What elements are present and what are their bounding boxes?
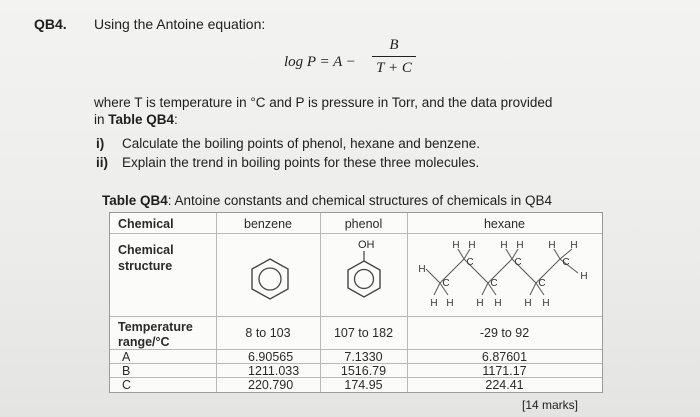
question-intro: Using the Antoine equation:: [94, 16, 266, 32]
hexane-atom-h: H: [570, 240, 578, 251]
equation-fraction: [372, 36, 416, 77]
hexane-atom-c: C: [490, 278, 498, 289]
hexane-atom-h: H: [494, 298, 502, 309]
hexane-atom-h: H: [476, 298, 484, 309]
hexane-atom-c: C: [538, 278, 546, 289]
temperature-label: [118, 320, 193, 350]
header-chemical: Chemical: [118, 217, 174, 231]
table-caption: [102, 193, 552, 208]
list-item: [96, 134, 480, 153]
hexane-structure: [412, 237, 597, 313]
phenol-a: 7.1330: [344, 350, 383, 364]
equation-numerator: B: [389, 37, 399, 53]
structure-label: [118, 242, 174, 274]
phenol-b: 1516.79: [340, 364, 387, 378]
hexane-a: 6.87601: [481, 350, 528, 364]
hexane-atom-h: H: [418, 264, 426, 275]
equation-lhs: log P = A −: [284, 54, 356, 70]
caption-label: Table QB4: [102, 193, 168, 208]
structure-label-line2: structure: [118, 259, 173, 273]
paragraph-end: :: [174, 112, 178, 127]
list-item: [96, 153, 480, 172]
hexane-atom-h: H: [580, 271, 588, 282]
equation-denominator: T + C: [376, 60, 412, 76]
hexane-atom-c: C: [442, 278, 450, 289]
hexane-atom-h: H: [548, 240, 556, 251]
row-divider: [110, 316, 602, 317]
hexane-atom-c: C: [514, 257, 522, 268]
marks-label: [14 marks]: [521, 398, 578, 412]
benzene-structure: [250, 257, 290, 301]
structure-label-line1: Chemical: [118, 243, 174, 257]
caption-text: : Antoine constants and chemical structures of chemicals in QB4: [167, 193, 552, 208]
item-text: Calculate the boiling points of phenol, hexane and benzene.: [122, 136, 481, 151]
header-hexane: hexane: [483, 217, 525, 231]
antoine-table: [109, 212, 603, 393]
hexane-atom-h: H: [446, 298, 454, 309]
hexane-atom-c: C: [562, 257, 570, 268]
column-divider: [216, 213, 217, 392]
hexane-atom-h: H: [516, 240, 524, 251]
hexane-temp-range: -29 to 92: [479, 326, 530, 340]
header-phenol: phenol: [344, 217, 383, 231]
item-numeral: i): [96, 136, 105, 151]
hexane-b: 1171.17: [482, 364, 527, 378]
temperature-label-line1: Temperature: [118, 320, 193, 334]
table-reference: Table QB4: [108, 112, 175, 127]
hexane-atom-h: H: [468, 240, 476, 251]
item-numeral: ii): [96, 155, 108, 170]
hexane-c: 224.41: [485, 378, 524, 392]
benzene-c: 220.790: [248, 378, 294, 392]
hexane-atom-h: H: [452, 240, 460, 251]
hexane-atom-c: C: [466, 257, 474, 268]
item-text: Explain the trend in boiling points for these three molecules.: [122, 155, 480, 170]
hexane-atom-h: H: [430, 298, 438, 309]
phenol-oh-label: OH: [358, 239, 375, 251]
phenol-structure: [346, 251, 382, 303]
row-divider: [110, 233, 602, 234]
instructions-paragraph: [94, 94, 564, 128]
question-number: QB4.: [34, 16, 67, 32]
temperature-label-line2: range/°C: [118, 335, 170, 349]
fraction-bar: [372, 56, 416, 57]
question-items: [96, 134, 480, 172]
hexane-atom-h: H: [542, 298, 550, 309]
hexane-atom-h: H: [524, 298, 532, 309]
constant-label-c: C: [122, 378, 132, 392]
benzene-temp-range: 8 to 103: [245, 326, 291, 340]
benzene-a: 6.90565: [248, 350, 294, 364]
phenol-c: 174.95: [344, 378, 383, 392]
phenol-temp-range: 107 to 182: [333, 326, 394, 340]
benzene-b: 1211.033: [248, 364, 300, 378]
constant-label-a: A: [122, 350, 131, 364]
hexane-atom-h: H: [500, 240, 508, 251]
paragraph-text: where T is temperature in °C and P is pressure in Torr, and the data provided in: [94, 95, 553, 127]
constant-label-b: B: [122, 364, 131, 378]
header-benzene: benzene: [244, 217, 292, 231]
